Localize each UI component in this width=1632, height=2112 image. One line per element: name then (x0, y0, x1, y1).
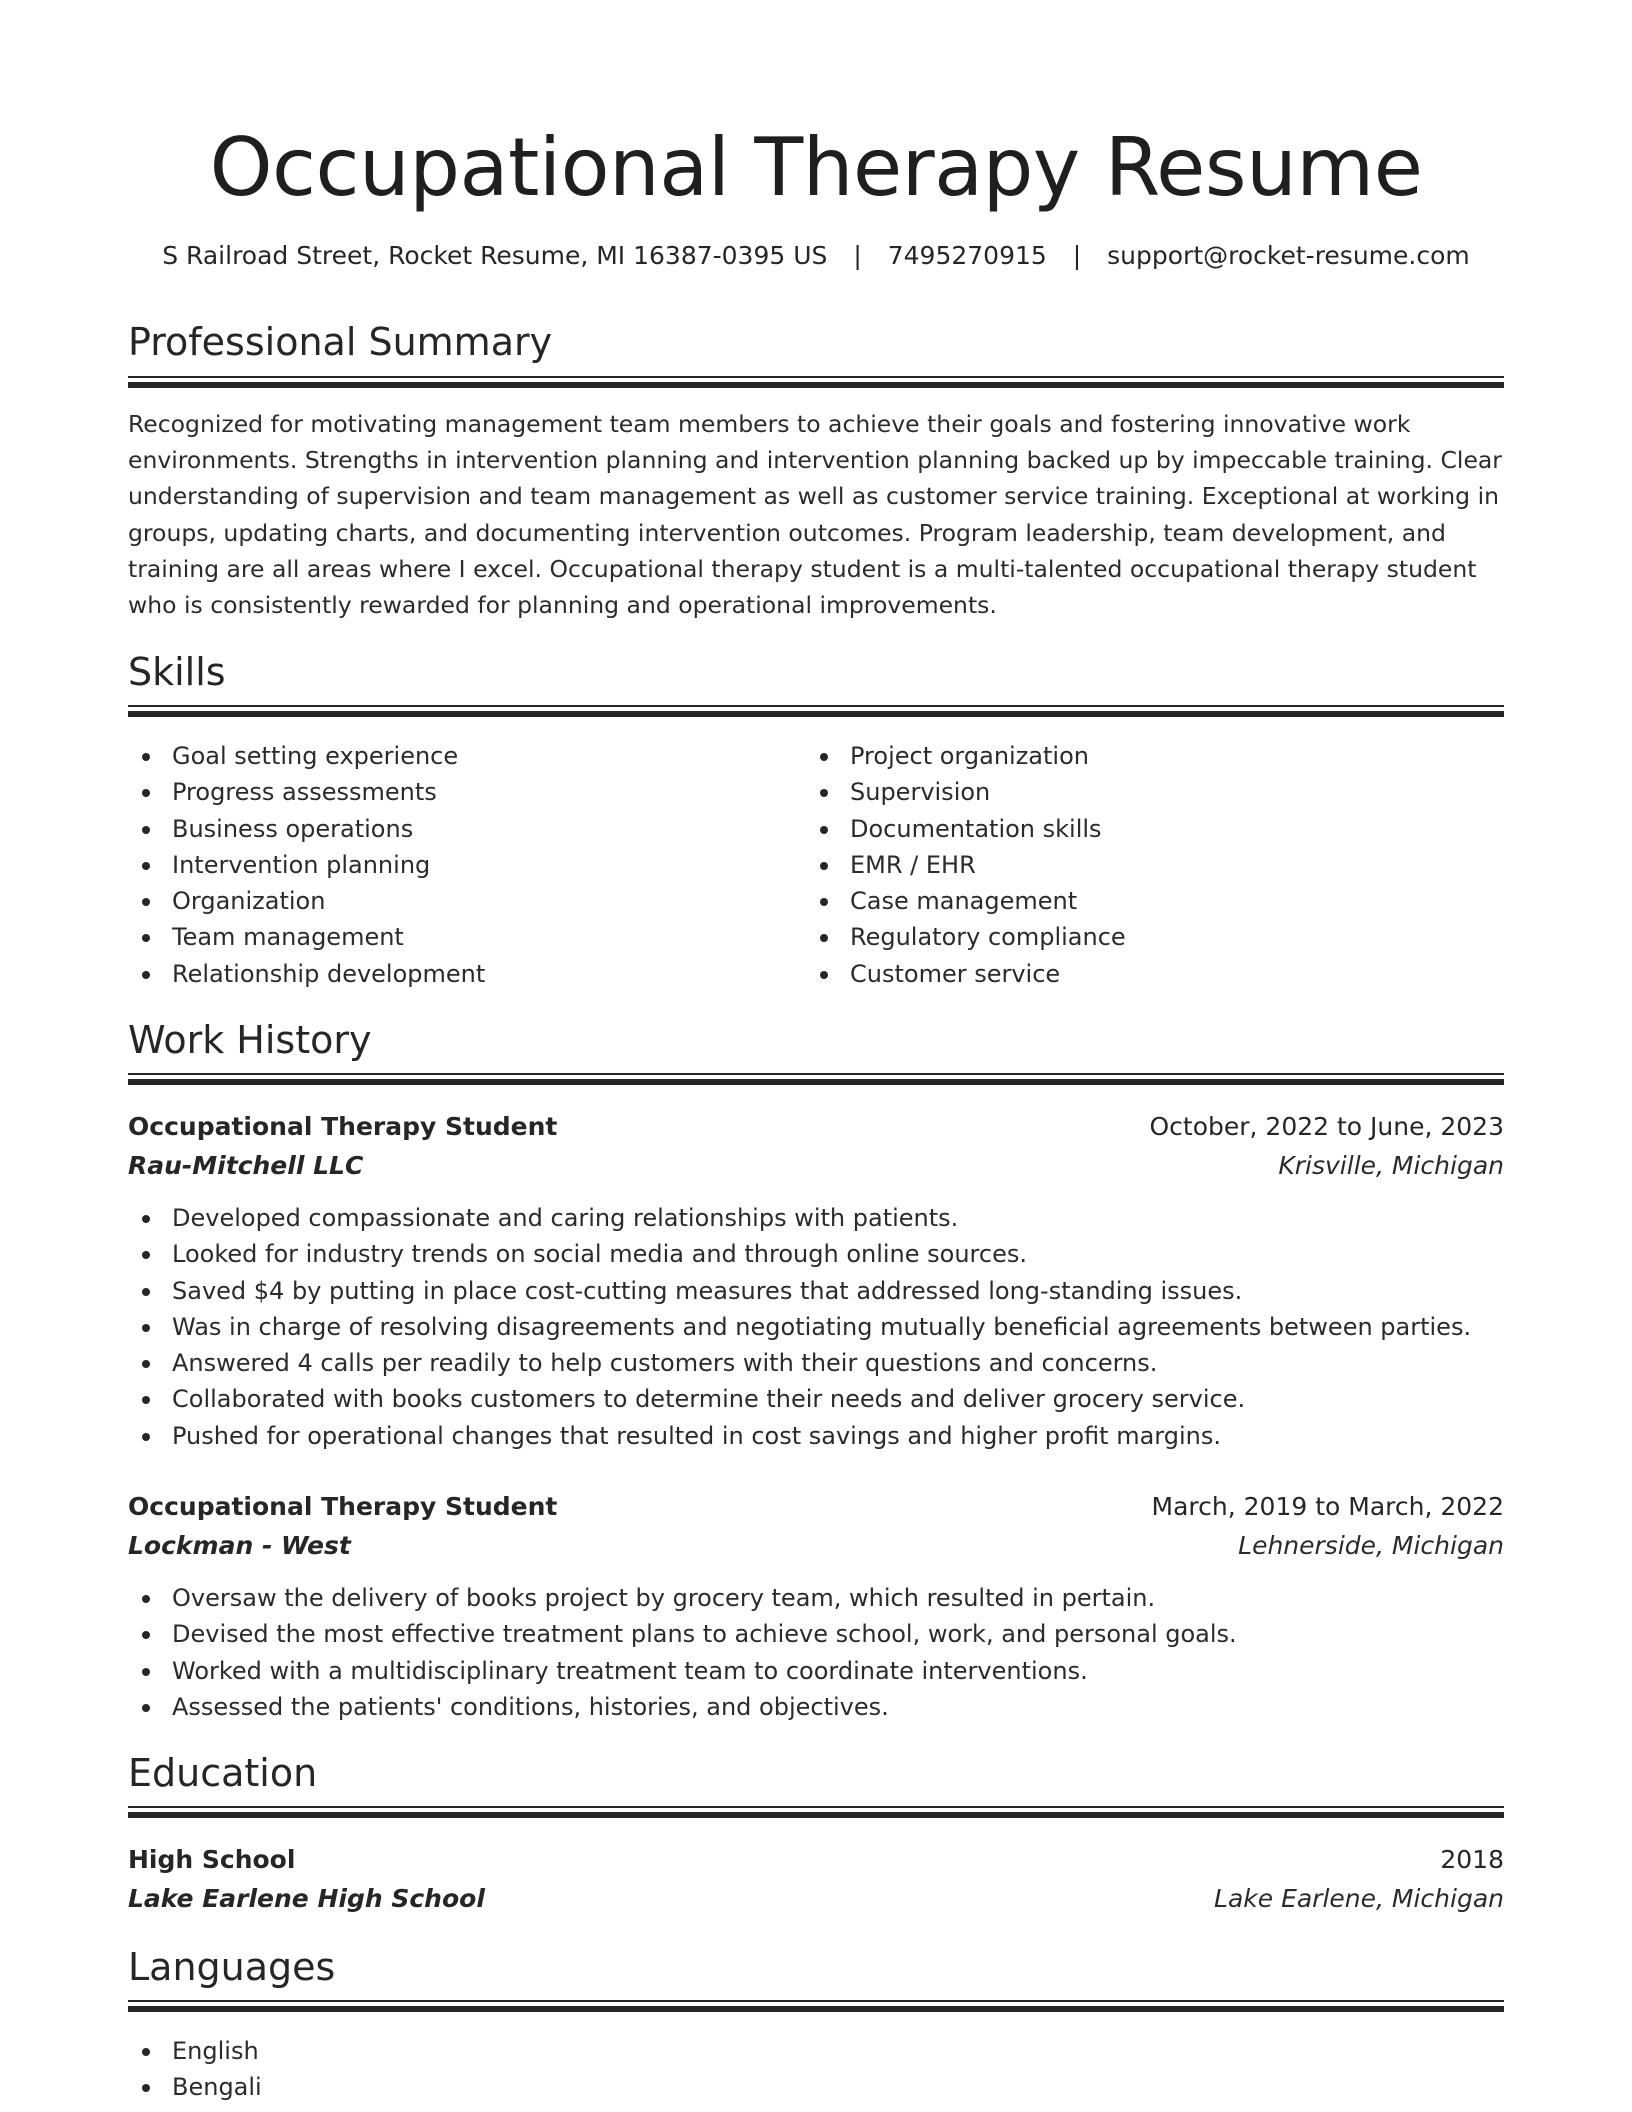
list-item: Goal setting experience (128, 738, 485, 774)
section-title-languages: Languages (128, 1945, 336, 1989)
list-item: Documentation skills (806, 811, 1126, 847)
list-item: Intervention planning (128, 847, 485, 883)
job-role: Occupational Therapy Student (128, 1492, 558, 1521)
list-item: EMR / EHR (806, 847, 1126, 883)
job-location: Lehnerside, Michigan (1238, 1531, 1504, 1560)
education-location: Lake Earlene, Michigan (1214, 1884, 1504, 1913)
section-divider (128, 376, 1504, 389)
education-header (128, 1840, 1504, 1880)
job-company: Rau-Mitchell LLC (128, 1151, 364, 1180)
list-item: Saved $4 by putting in place cost-cutting measures that addressed long-standing issues. (128, 1273, 1471, 1309)
job-company: Lockman - West (128, 1531, 351, 1560)
list-item: Developed compassionate and caring relationships with patients. (128, 1200, 1471, 1236)
contact-address: S Railroad Street, Rocket Resume, MI 16387-0395 US (162, 241, 828, 270)
list-item: English (128, 2033, 262, 2069)
job-duties-list (128, 1200, 1471, 1454)
job-header (128, 1487, 1504, 1527)
section-divider (128, 1073, 1504, 1086)
list-item: Was in charge of resolving disagreements and negotiating mutually beneficial agreements between parties. (128, 1309, 1471, 1345)
list-item: Looked for industry trends on social media and through online sources. (128, 1236, 1471, 1272)
section-title-education: Education (128, 1751, 318, 1795)
section-title-work-history: Work History (128, 1018, 372, 1062)
list-item: Assessed the patients' conditions, histories, and objectives. (128, 1689, 1237, 1725)
section-divider (128, 1806, 1504, 1819)
list-item: Customer service (806, 956, 1126, 992)
resume-title: Occupational Therapy Resume (209, 121, 1423, 214)
job-header (128, 1107, 1504, 1147)
list-item: Bengali (128, 2069, 262, 2105)
education-subheader (128, 1879, 1504, 1919)
list-item: Business operations (128, 811, 485, 847)
list-item: Regulatory compliance (806, 919, 1126, 955)
section-divider (128, 2000, 1504, 2013)
summary-text: Recognized for motivating management team members to achieve their goals and fostering innovative work environments. Strengths in intervention planning and intervention planning backed up by impeccable training. Clear understanding of supervision and team management as well as customer service training. Exceptional at working in groups, updating charts, and documenting intervention outcomes. Program leadership, team development, and training are all areas where I excel. Occupational therapy student is a multi-talented occupational therapy student who is consistently rewarded for planning and operational improvements. (128, 410, 1502, 620)
skills-list-left (128, 738, 485, 992)
list-item: Project organization (806, 738, 1126, 774)
list-item: Answered 4 calls per readily to help customers with their questions and concerns. (128, 1345, 1471, 1381)
contact-separator: | (1072, 241, 1082, 270)
skills-list-right (806, 738, 1126, 992)
section-divider (128, 705, 1504, 718)
job-subheader (128, 1146, 1504, 1186)
list-item: Relationship development (128, 956, 485, 992)
education-school: Lake Earlene High School (128, 1884, 485, 1913)
education-degree: High School (128, 1845, 296, 1874)
list-item: Case management (806, 883, 1126, 919)
list-item: Devised the most effective treatment plans to achieve school, work, and personal goals. (128, 1616, 1237, 1652)
list-item: Collaborated with books customers to determine their needs and deliver grocery service. (128, 1381, 1471, 1417)
list-item: Organization (128, 883, 485, 919)
list-item: Worked with a multidisciplinary treatment team to coordinate interventions. (128, 1653, 1237, 1689)
section-title-skills: Skills (128, 650, 226, 694)
contact-phone: 7495270915 (887, 241, 1047, 270)
section-title-summary: Professional Summary (128, 320, 553, 364)
contact-separator: | (853, 241, 862, 270)
list-item: Oversaw the delivery of books project by grocery team, which resulted in pertain. (128, 1580, 1237, 1616)
contact-email: support@rocket-resume.com (1107, 241, 1470, 270)
job-role: Occupational Therapy Student (128, 1112, 558, 1141)
contact-line (128, 238, 1504, 274)
job-duties-list (128, 1580, 1237, 1725)
list-item: Supervision (806, 774, 1126, 810)
languages-list (128, 2033, 262, 2106)
education-year: 2018 (1440, 1845, 1504, 1874)
job-dates: March, 2019 to March, 2022 (1151, 1492, 1504, 1521)
list-item: Pushed for operational changes that resulted in cost savings and higher profit margins. (128, 1418, 1471, 1454)
list-item: Team management (128, 919, 485, 955)
job-subheader (128, 1526, 1504, 1566)
job-dates: October, 2022 to June, 2023 (1149, 1112, 1504, 1141)
list-item: Progress assessments (128, 774, 485, 810)
job-location: Krisville, Michigan (1278, 1151, 1504, 1180)
